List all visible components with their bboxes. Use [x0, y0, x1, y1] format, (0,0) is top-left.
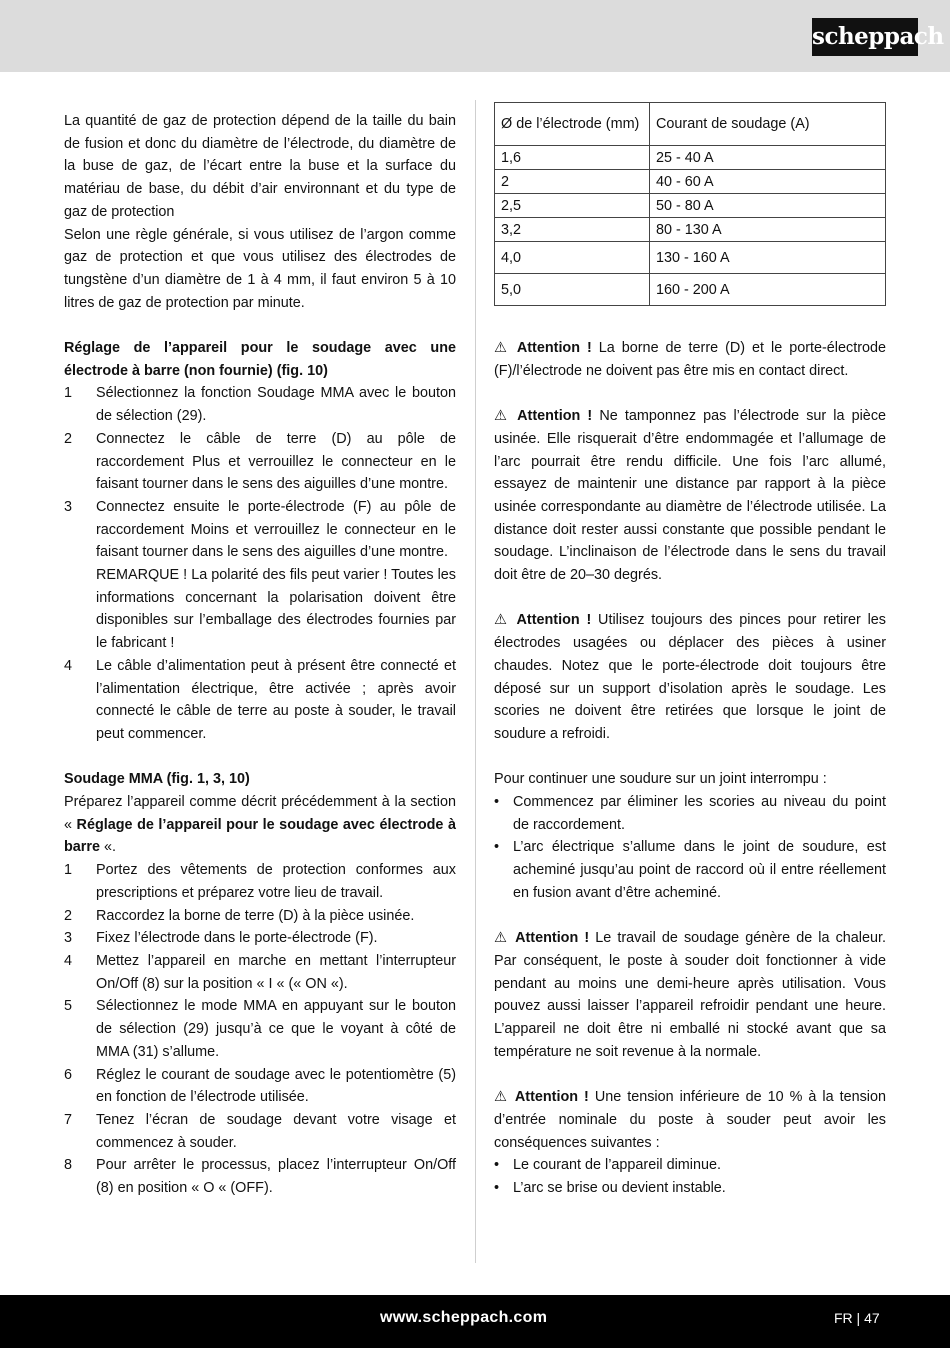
left-column — [64, 110, 456, 1200]
list-item: • Commencez par éliminer les scories au niveau du point de raccordement. — [494, 794, 886, 833]
list-item — [64, 564, 456, 655]
step-number: 2 — [64, 907, 73, 924]
table-header-cell: Courant de soudage (A) — [650, 103, 886, 146]
website-link[interactable]: www.scheppach.com — [380, 1309, 548, 1326]
step-number: 1 — [64, 862, 73, 879]
step-text: Fixez l’électrode dans le porte-électrode (F). — [96, 930, 378, 947]
list-item — [64, 496, 456, 564]
table-header-cell: Ø de l’électrode (mm) — [495, 103, 650, 146]
step-number: 4 — [64, 657, 73, 674]
list-item — [64, 1109, 456, 1154]
list-item — [64, 428, 456, 496]
list-item: • L’arc se brise ou devient instable. — [494, 1179, 726, 1196]
list-item — [64, 950, 456, 995]
step-text: Connectez le câble de terre (D) au pôle de raccordement Plus et verrouillez le connecteur en le faisant tourner dans le sens des aiguilles d’une montre. — [96, 430, 456, 493]
section-heading: Réglage de l’appareil pour le soudage avec une électrode à barre (non fournie) (fig. 10) — [64, 340, 456, 379]
warning-2: ⚠ Attention ! Ne tamponnez pas l’électrode sur la pièce usinée. Elle risquerait d’être endommagée et l’allumage de l’arc pourrait être rendu difficile. Une fois l’arc allumé, essayez de maintenir une distance par rapport à la pièce usinée correspondante au diamètre de l’électrode utilisée. La distance doit rester aussi constante que possible pendant le soudage. L’inclinaison de l’électrode dans le sens du travail doit être de 20–30 degrés. — [494, 408, 887, 584]
section-heading-mma: Soudage MMA (fig. 1, 3, 10) — [64, 771, 250, 788]
list-item — [64, 905, 456, 928]
step-text: Sélectionnez la fonction Soudage MMA avec le bouton de sélection (29). — [96, 385, 456, 425]
step-text: Tenez l’écran de soudage devant votre visage et commencez à souder. — [96, 1111, 456, 1151]
step-number: 1 — [64, 385, 73, 402]
table-cell: 3,2 — [495, 218, 650, 242]
list-item — [64, 1154, 456, 1199]
column-divider — [475, 100, 476, 1263]
table-cell: 1,6 — [495, 146, 650, 170]
list-item — [64, 927, 456, 950]
step-text: Le câble d’alimentation peut à présent être connecté et l’alimentation électrique, être activée ; après avoir connecté le câble de terre au poste à souder, le travail peut commencer. — [96, 657, 456, 742]
step-text: REMARQUE ! La polarité des fils peut varier ! Toutes les informations concernant la polarisation doivent être disponibles sur l’emballage des électrodes fournies par le fabricant ! — [96, 567, 456, 652]
table-header-row — [495, 103, 886, 146]
intro-paragraph: La quantité de gaz de protection dépend de la taille du bain de fusion et donc du diamètre de l’électrode, du diamètre de la buse de gaz, de l’écart entre la buse et la surface du matériau de base, du débit d’air environnant et du type de gaz de protection — [64, 113, 456, 220]
table-cell: 160 - 200 A — [650, 274, 886, 306]
list-item — [64, 1064, 456, 1109]
step-number: 5 — [64, 998, 73, 1015]
list-item — [64, 859, 456, 904]
list-item: • L’arc électrique s’allume dans le joint de soudure, est acheminé jusqu’au point de raccord où il entre réellement en fusion avant d’être acheminé. — [494, 839, 886, 901]
step-text: Sélectionnez le mode MMA en appuyant sur le bouton de sélection (29) jusqu’à ce que le voyant à côté de MMA (31) s’allume. — [96, 998, 456, 1060]
step-text: Connectez ensuite le porte-électrode (F) au pôle de raccordement Moins et verrouillez le connecteur en le faisant tourner dans le sens des aiguilles d’une montre. — [96, 498, 456, 561]
step-number: 8 — [64, 1157, 73, 1174]
step-number: 3 — [64, 498, 73, 515]
scheppach-logo: scheppach — [812, 18, 918, 56]
warning-icon: ⚠ — [494, 408, 511, 425]
step-number — [64, 564, 96, 655]
warning-icon: ⚠ — [494, 930, 510, 947]
list-item: • Le courant de l’appareil diminue. — [494, 1157, 721, 1174]
warning-icon: ⚠ — [494, 1089, 509, 1106]
intro-paragraph-2: Selon une règle générale, si vous utilisez de l’argon comme gaz de protection et que vous utilisez des électrodes de tungstène d’un diamètre de 1 à 4 mm, il faut environ 5 à 10 litres de gaz de protection par minute. — [64, 226, 456, 311]
warning-5: ⚠ Attention ! Une tension inférieure de 10 % à la tension d’entrée nominale du poste à souder peut avoir les conséquences suivantes : — [494, 1089, 887, 1151]
table-cell: 2 — [495, 170, 650, 194]
list-item — [64, 655, 456, 746]
header-bar — [0, 0, 950, 72]
table-cell: 130 - 160 A — [650, 242, 886, 274]
table-cell: 5,0 — [495, 274, 650, 306]
consequence-list — [494, 1154, 886, 1199]
table-cell: 40 - 60 A — [650, 170, 886, 194]
table-cell: 25 - 40 A — [650, 146, 886, 170]
step-text: Raccordez la borne de terre (D) à la pièce usinée. — [96, 907, 415, 924]
continue-intro: Pour continuer une soudure sur un joint interrompu : — [494, 771, 827, 788]
table-row — [495, 242, 886, 274]
list-item — [64, 995, 456, 1063]
warning-1: ⚠ Attention ! La borne de terre (D) et le porte-électrode (F)/l’électrode ne doivent pas être mis en contact direct. — [494, 340, 887, 379]
warning-3: ⚠ Attention ! Utilisez toujours des pinces pour retirer les électrodes usagées ou déplacer des pièces à usiner chaudes. Notez que le porte-électrode doit toujours être déposé sur un support d’isolation après le soudage. Les scories ne doivent être retirées que lorsque le joint de soudure a refroidi. — [494, 612, 886, 742]
table-cell: 4,0 — [495, 242, 650, 274]
step-text: Réglez le courant de soudage avec le potentiomètre (5) en fonction de l’électrode utilisée. — [96, 1066, 456, 1106]
right-column — [494, 337, 886, 1200]
step-number: 3 — [64, 930, 73, 947]
warning-4: ⚠ Attention ! Le travail de soudage génère de la chaleur. Par conséquent, le poste à souder doit fonctionner à vide pendant au moins une demi-heure après utilisation. Vous pouvez aussi laisser l’appareil refroidir pendant une heure. L’appareil ne doit être ni emballé ni stocké avant que sa température ne soit revenue à la normale. — [494, 930, 887, 1060]
continue-list — [494, 791, 886, 905]
page-number: FR | 47 — [834, 1310, 880, 1326]
table-cell: 2,5 — [495, 194, 650, 218]
table-row — [495, 218, 886, 242]
step-number: 7 — [64, 1111, 73, 1128]
step-number: 6 — [64, 1066, 73, 1083]
table-cell: 80 - 130 A — [650, 218, 886, 242]
electrode-current-table — [494, 102, 886, 306]
section-intro: Préparez l’appareil comme décrit précédemment à la section « Réglage de l’appareil pour le soudage avec électrode à barre «. — [64, 794, 456, 856]
footer-bar — [0, 1295, 950, 1348]
step-number: 2 — [64, 430, 73, 447]
warning-icon: ⚠ — [494, 340, 510, 356]
mma-steps — [64, 859, 456, 1200]
setup-steps — [64, 382, 456, 745]
table-row — [495, 170, 886, 194]
step-number: 4 — [64, 952, 73, 969]
table-row — [495, 146, 886, 170]
table-cell: 50 - 80 A — [650, 194, 886, 218]
step-text: Mettez l’appareil en marche en mettant l’interrupteur On/Off (8) sur la position « I « (« ON «). — [96, 952, 456, 992]
step-text: Pour arrêter le processus, placez l’interrupteur On/Off (8) en position « O « (OFF). — [96, 1157, 456, 1197]
step-text: Portez des vêtements de protection conformes aux prescriptions et préparez votre lieu de travail. — [96, 862, 456, 901]
list-item — [64, 382, 456, 427]
warning-icon: ⚠ — [494, 612, 510, 629]
table-row — [495, 194, 886, 218]
table-row — [495, 274, 886, 306]
